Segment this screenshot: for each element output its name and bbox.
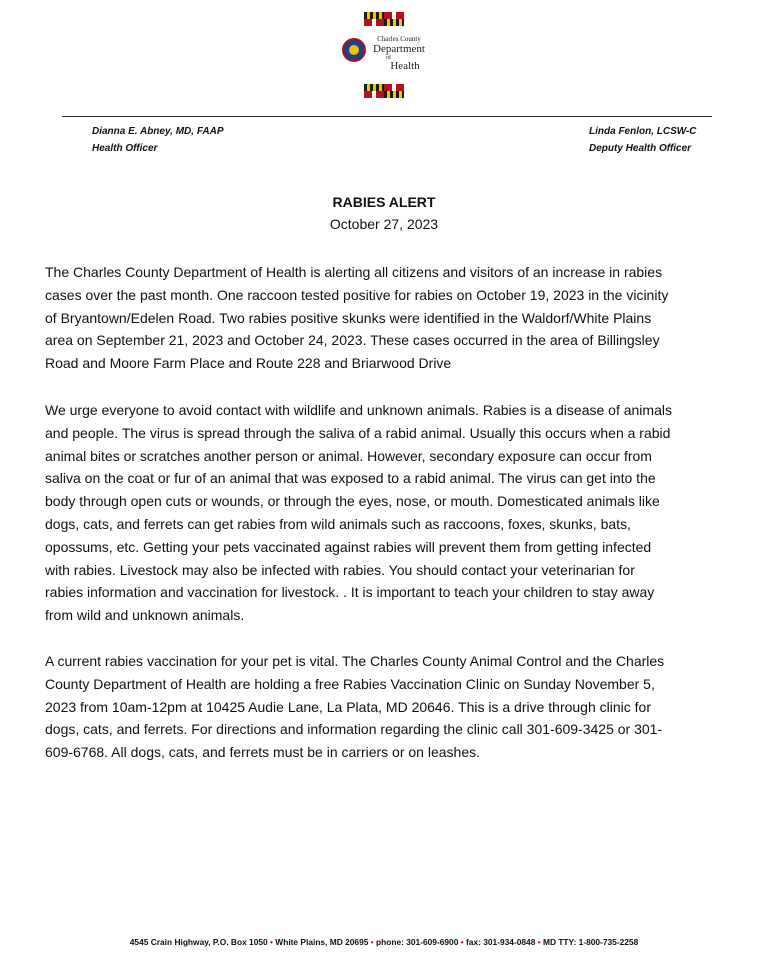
paragraph-line: with rabies. Livestock may also be infected with rabies. You should contact your veterinarian for [45, 561, 635, 578]
paragraph-line: A current rabies vaccination for your pet is vital. The Charles County Animal Control and the Charles [45, 653, 665, 669]
footer-separator: • [370, 937, 374, 947]
logo-line-4: Health [390, 60, 420, 72]
footer-separator: • [270, 937, 273, 947]
footer-phone: phone: 301-609-6900 [375, 937, 459, 947]
paragraph-line: saliva on the coat or fur of an animal that was exposed to a rabid animal. The virus can get into the [45, 470, 656, 487]
county-seal-icon [342, 38, 366, 62]
footer-city: White Plains, MD 20695 [275, 937, 369, 947]
deputy-health-officer-name: Linda Fenlon, LCSW-C [589, 126, 697, 137]
logo-line-1: Charles County [377, 35, 421, 43]
paragraph-line: dogs, cats, and ferrets can get rabies from wild animals such as raccoons, foxes, skunks, bats, [45, 515, 631, 532]
health-department-logo [336, 10, 432, 102]
footer-contact [0, 937, 768, 947]
paragraph-line: We urge everyone to avoid contact with wildlife and unknown animals. Rabies is a disease of animals [45, 402, 672, 418]
paragraph-line: area on September 21, 2023 and October 24, 2023. These cases occurred in the area of Billingsley [45, 332, 660, 349]
paragraph-line: County Department of Health are holding a free Rabies Vaccination Clinic on Sunday November 5, [45, 675, 655, 692]
footer-tty: MD TTY: 1-800-735-2258 [542, 937, 639, 947]
paragraph-prevention [45, 399, 720, 627]
footer-fax: fax: 301-934-0848 [465, 937, 536, 947]
maryland-flag-icon [364, 12, 404, 26]
deputy-health-officer-block [589, 123, 696, 157]
header-divider [62, 116, 712, 117]
paragraph-line: 2023 from 10am-12pm at 10425 Audie Lane, La Plata, MD 20646. This is a drive through clinic for [45, 698, 651, 715]
logo-line-3: of [386, 55, 391, 61]
paragraph-line: opossums, etc. Getting your pets vaccinated against rabies will prevent them from getting infected [45, 538, 652, 555]
paragraph-line: 609-6768. All dogs, cats, and ferrets must be in carriers or on leashes. [45, 744, 481, 761]
deputy-health-officer-title: Deputy Health Officer [589, 143, 692, 154]
paragraph-clinic [45, 650, 720, 764]
footer-separator: • [537, 937, 541, 947]
logo-wordmark [366, 36, 432, 72]
paragraph-cases [45, 261, 720, 375]
paragraph-line: cases over the past month. One raccoon tested positive for rabies on October 19, 2023 in the vicinity [45, 286, 669, 303]
alert-title: RABIES ALERT [332, 194, 436, 210]
footer-address: 4545 Crain Highway, P.O. Box 1050 [129, 937, 268, 947]
maryland-flag-icon [364, 84, 404, 98]
logo-line-2: Department [373, 43, 425, 55]
health-officer-title: Health Officer [92, 143, 158, 154]
paragraph-line: animal bites or scratches another person or animal. However, secondary exposure can occur from [45, 447, 652, 464]
alert-date: October 27, 2023 [329, 216, 439, 232]
health-officer-name: Dianna E. Abney, MD, FAAP [92, 126, 224, 137]
paragraph-line: of Bryantown/Edelen Road. Two rabies positive skunks were identified in the Waldorf/White Plains [45, 309, 652, 326]
paragraph-line: rabies information and vaccination for livestock. . It is important to teach your children to stay away [45, 584, 655, 601]
health-officer-block [92, 123, 224, 157]
paragraph-line: and people. The virus is spread through the saliva of a rabid animal. Usually this occurs when a rabid [45, 424, 671, 441]
paragraph-line: from wild and unknown animals. [45, 607, 245, 624]
footer-separator: • [460, 937, 464, 947]
paragraph-line: body through open cuts or wounds, or through the eyes, nose, or mouth. Domesticated animals like [45, 493, 660, 510]
paragraph-line: dogs, cats, and ferrets. For directions and information regarding the clinic call 301-609-3425 or 301- [45, 721, 663, 738]
paragraph-line: The Charles County Department of Health is alerting all citizens and visitors of an increase in rabies [45, 264, 663, 280]
paragraph-line: Road and Moore Farm Place and Route 228 and Briarwood Drive [45, 355, 452, 372]
